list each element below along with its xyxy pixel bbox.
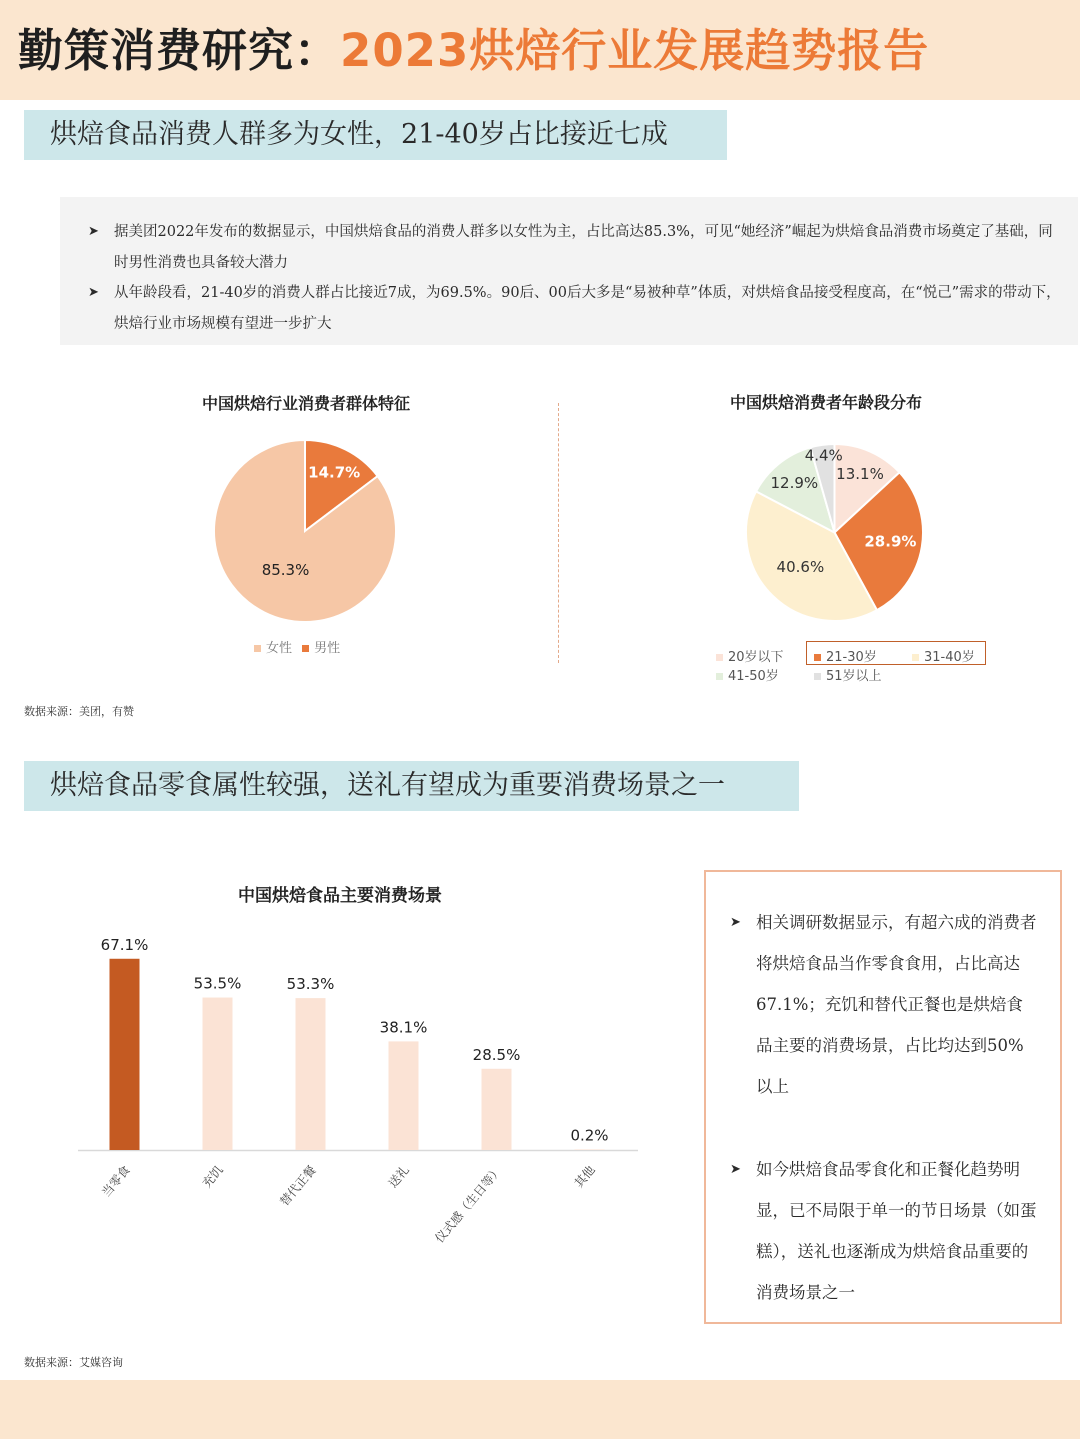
bullet-text: 据美团2022年发布的数据显示，中国烘焙食品的消费人群多以女性为主，占比高达85.3%，可见“她经济”崛起为烘焙食品消费市场奠定了基础，同时男性消费也具备较大潜力 [114,224,1053,271]
pie-data-label: 12.9% [770,474,819,493]
bar-data-label: 0.2% [570,1126,609,1145]
arrow-bullet-icon: ➤ [730,915,741,930]
gender-pie-chart [210,436,400,626]
title-brand: 勤策消费研究： [18,24,341,77]
section-1-banner: 烘焙食品消费人群多为女性，21-40岁占比接近七成 [24,110,727,160]
age-chart-legend [716,646,996,684]
x-tick-label: 替代正餐 [277,1162,319,1209]
legend-swatch [254,645,261,652]
summary-bullet [88,278,1066,339]
arrow-bullet-icon: ➤ [730,1162,741,1177]
bar-data-label: 67.1% [100,935,149,954]
arrow-bullet-icon: ➤ [88,224,99,239]
legend-swatch [302,645,309,652]
pie-data-label: 85.3% [261,561,310,580]
summary-bullet [88,217,1066,278]
pie-data-label: 13.1% [836,465,884,484]
legend-label: 男性 [314,641,341,656]
bullet-text: 从年龄段看，21-40岁的消费人群占比接近7成，为69.5%。90后、00后大多是“易被种草”体质，对烘焙食品接受程度高，在“悦己”需求的带动下，烘焙行业市场规模有望进一步扩大 [114,285,1061,332]
x-tick-label: 仪式感（生日等） [432,1162,505,1246]
legend-swatch [814,673,821,680]
legend-item-male [302,641,340,656]
scene-chart-title: 中国烘焙食品主要消费场景 [238,886,442,906]
section-2-banner: 烘焙食品零食属性较强，送礼有望成为重要消费场景之一 [24,761,799,811]
chart-divider [558,403,559,663]
bar [110,959,140,1150]
summary-bullet [730,1149,1038,1313]
title-report: 2023烘焙行业发展趋势报告 [340,24,930,77]
bar [203,998,233,1150]
section-1-summary [60,197,1078,345]
pie-data-label: 14.7% [308,463,361,482]
x-tick-label: 送礼 [385,1162,412,1191]
gender-chart-legend [254,637,346,656]
x-tick-label: 当零食 [98,1162,133,1200]
source-note-2: 数据来源：艾媒咨询 [24,1356,123,1369]
pie-data-label: 4.4% [804,446,843,465]
bar [296,998,326,1150]
bar-data-label: 53.3% [286,975,335,994]
age-pie-chart [742,440,927,625]
arrow-bullet-icon: ➤ [88,285,99,300]
summary-bullet [730,902,1038,1107]
bar [575,1149,605,1150]
legend-item-31-40 [912,646,975,665]
bar [482,1069,512,1150]
legend-item-female [254,641,292,656]
legend-label: 20岁以下 [728,650,784,665]
legend-swatch [814,654,821,661]
legend-swatch [716,673,723,680]
legend-label: 女性 [266,641,293,656]
footer-band [0,1380,1080,1439]
legend-swatch [716,654,723,661]
bar-data-label: 28.5% [472,1045,521,1064]
bullet-text: 相关调研数据显示，有超六成的消费者将烘焙食品当作零食食用，占比高达67.1%；充饥和替代正餐也是烘焙食品主要的消费场景，占比均达到50%以上 [756,913,1037,1096]
pie-data-label: 28.9% [864,532,917,551]
source-note-1: 数据来源：美团，有赞 [24,705,134,718]
legend-item-under-20 [716,646,784,665]
bar-data-label: 53.5% [193,974,242,993]
section-2-summary [704,870,1062,1324]
age-chart-title: 中国烘焙消费者年龄段分布 [730,393,923,412]
header-banner [0,0,1080,100]
legend-item-21-30 [814,646,877,665]
gender-chart-title: 中国烘焙行业消费者群体特征 [202,394,411,413]
scene-bar-chart [60,935,660,1270]
bar [389,1041,419,1150]
legend-label: 21-30岁 [826,650,877,665]
pie-data-label: 40.6% [776,558,825,577]
legend-label: 51岁以上 [826,669,882,684]
x-tick-label: 其他 [571,1162,598,1191]
x-tick-label: 充饥 [199,1162,226,1191]
legend-label: 41-50岁 [728,669,779,684]
legend-item-41-50 [716,665,779,684]
bar-data-label: 38.1% [379,1018,428,1037]
legend-swatch [912,654,919,661]
legend-label: 31-40岁 [924,650,975,665]
page-title [18,14,929,79]
legend-item-over-51 [814,665,882,684]
bullet-text: 如今烘焙食品零食化和正餐化趋势明显，已不局限于单一的节日场景（如蛋糕），送礼也逐渐成为烘焙食品重要的消费场景之一 [756,1160,1037,1302]
